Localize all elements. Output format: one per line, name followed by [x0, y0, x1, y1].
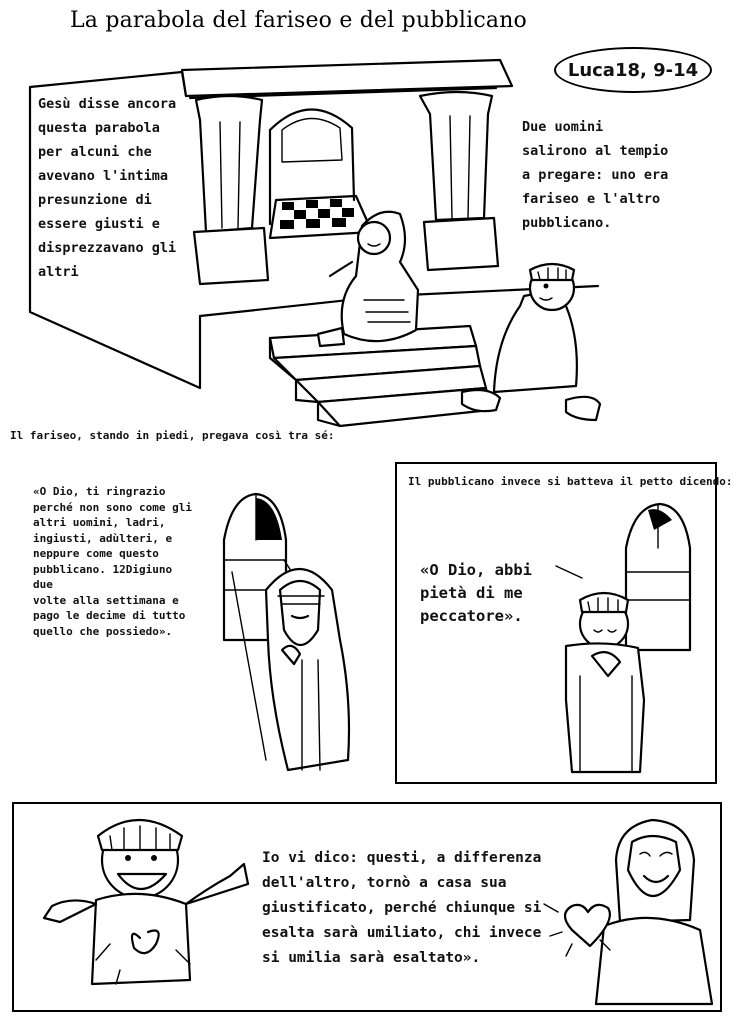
scripture-reference-label: Luca18, 9-14 [567, 59, 699, 81]
jesus-figure [544, 820, 712, 1004]
happy-publican-figure [44, 820, 248, 984]
pharisee-caption: Il fariseo, stando in piedi, pregava così tra sé: [10, 429, 335, 442]
pharisee-prayer-text: «O Dio, ti ringrazio perché non sono come gli altri uomini, ladri, ingiusti, adùlteri, e neppure come questo pubblicano. 12Digiuno due volte alla settimana e pago le decime di tutto quello che possiedo». [33, 485, 192, 638]
conclusion-text: Io vi dico: questi, a differenza dell'altro, tornò a casa sua giustificato, perché chiunque si esalta sarà umiliato, chi invece si umilia sarà esaltato». [262, 850, 542, 966]
page-title: La parabola del fariseo e del pubblicano [70, 8, 528, 33]
intro-text: Gesù disse ancora questa parabola per alcuni che avevano l'intima presunzione di essere giusti e disprezzavano gli altri [38, 96, 177, 280]
two-men-text: Due uomini salirono al tempio a pregare: uno era fariseo e l'altro pubblicano. [522, 119, 669, 231]
publican-caption: Il pubblicano invece si batteva il petto dicendo: [408, 475, 733, 488]
publican-prayer-text: «O Dio, abbi pietà di me peccatore». [420, 561, 532, 625]
